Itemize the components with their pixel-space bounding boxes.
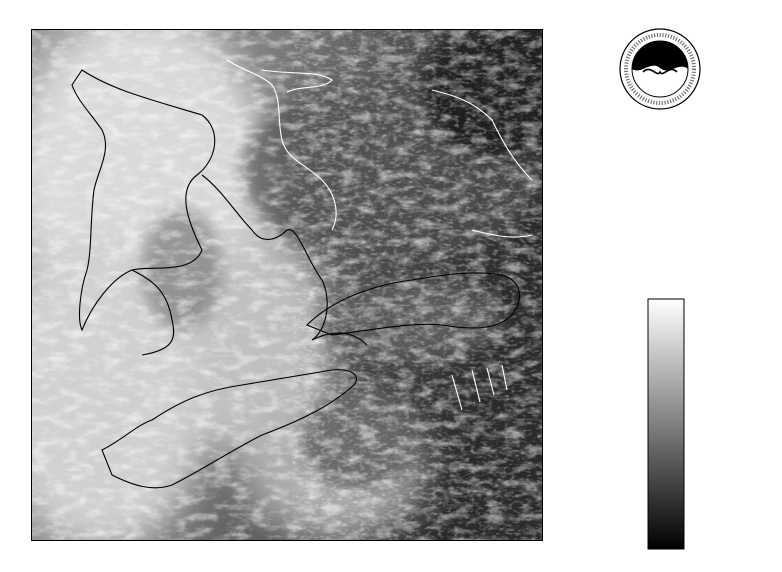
reflectance-colorbar	[640, 290, 750, 555]
colorbar-gradient	[648, 299, 684, 549]
acquisition-datetime	[560, 163, 782, 174]
satellite-map[interactable]	[31, 29, 543, 541]
satellite-image[interactable]	[32, 30, 542, 540]
noaa-logo	[619, 28, 701, 110]
wave-texture	[292, 30, 542, 540]
